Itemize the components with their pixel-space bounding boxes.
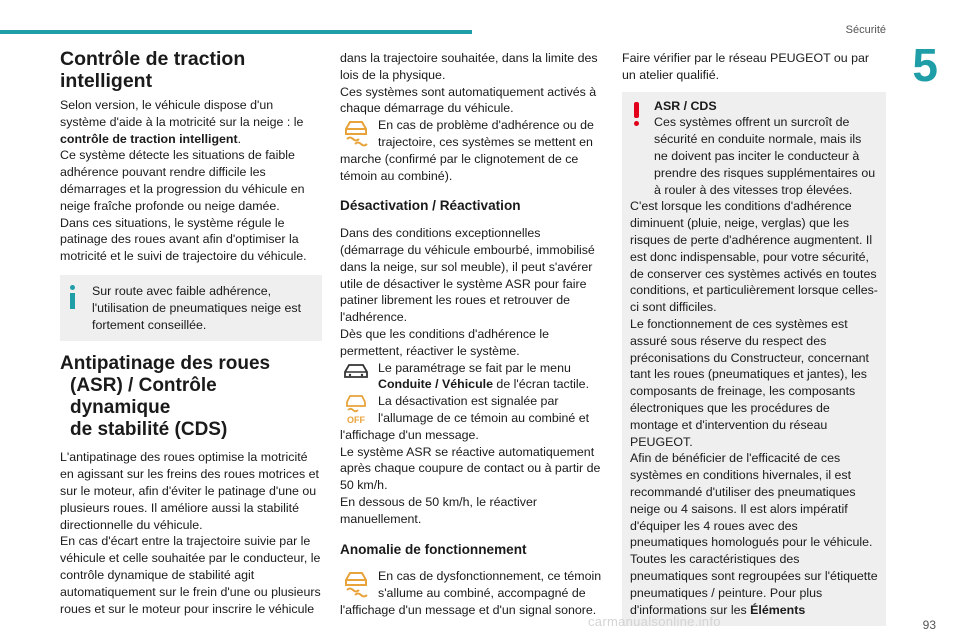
- paragraph: Dans ces situations, le système régule le patinage des roues avant afin d'optimiser la motricité et le suivi de trajectoire du véhicule.: [60, 215, 307, 264]
- warning-text: Toutes les caractéristiques des pneumatiques sont regroupées sur l'étiquette pneumatiques / peinture. Pour plus d'informations sur les Éléments: [630, 552, 878, 617]
- heading-traction-control: Contrôle de traction intelligent: [60, 48, 246, 92]
- watermark: carmanualsonline.info: [588, 614, 721, 629]
- paragraph: Selon version, le véhicule dispose d'un système d'aide à la motricité sur la neige : le contrôle de traction intelligent.: [60, 98, 304, 146]
- asr-off-light-icon: [340, 393, 374, 425]
- warning-box: [622, 92, 886, 627]
- paragraph: Dès que les conditions d'adhérence le permettent, réactiver le système.: [340, 326, 550, 358]
- heading-deactivation: Désactivation / Réactivation: [340, 198, 521, 214]
- stability-warning-light-icon: [340, 568, 374, 600]
- paragraph: Ce système détecte les situations de faible adhérence pouvant rendre difficile les démarrages et la progression du véhicule en neige fraîche profonde ou neige damée.: [60, 148, 305, 213]
- svg-text:OFF: OFF: [347, 415, 365, 426]
- heading-malfunction: Anomalie de fonctionnement: [340, 541, 527, 557]
- warning-text: Le fonctionnement de ces systèmes est assuré sous réserve du respect des préconisations du Constructeur, concernant tant les roues (pneumatiques et jantes), les composants de freinage, les composants électroniques que les procédures de montage et d'intervention du réseau PEUGEOT.: [630, 316, 870, 449]
- heading-asr-cds: Antipatinage des roues (ASR) / Contrôle dynamique de stabilité (CDS): [60, 353, 271, 441]
- menu-paragraph: Le paramétrage se fait par le menu Conduite / Véhicule de l'écran tactile.: [340, 360, 606, 394]
- page-number: 93: [922, 618, 936, 632]
- warning-title: ASR / CDS: [654, 98, 717, 113]
- info-text: Sur route avec faible adhérence, l'utilisation de pneumatiques neige est fortement conseillée.: [92, 283, 302, 332]
- section-title: Sécurité: [845, 24, 886, 36]
- paragraph: Dans des conditions exceptionnelles (démarrage du véhicule embourbé, immobilisé dans la neige, sur sol meuble), il peut s'avérer utile de désactiver le système ASR pour faire patiner librement les roues et retrouver de l'adhérence.: [340, 226, 595, 325]
- header-accent-bar: [0, 30, 472, 34]
- warning-text: C'est lorsque les conditions d'adhérence diminuent (pluie, neige, verglas) que les risques de perte d'adhérence augmentent. Il est donc indispensable, pour votre sécurité, de conserver ces systèmes activés en toutes conditions, et particulièrement lorsque celles-ci sont difficiles.: [630, 199, 878, 315]
- warning-text: Afin de bénéficier de l'efficacité de ces systèmes en conditions hivernales, il est recommandé d'utiliser des pneumatiques neige ou 4 saisons. Il est alors impératif d'équiper les 4 roues avec des pneumatiques homologués pour le véhicule.: [630, 451, 873, 550]
- paragraph: L'antipatinage des roues optimise la motricité en agissant sur les freins des roues motrices et sur le moteur, afin d'éviter le patinage d'une ou plusieurs roues. Il améliore aussi la stabilité directionnelle du véhicule.: [60, 450, 319, 532]
- column-2: [340, 50, 606, 619]
- indicator-paragraph: OFF La désactivation est signalée par l'allumage de ce témoin au combiné et l'affichage d'un message.: [340, 394, 590, 442]
- stability-warning-light-icon: [340, 117, 374, 149]
- column-1: [60, 48, 322, 617]
- warning-text: Ces systèmes offrent un surcroît de sécurité en conduite normale, mais ils ne doivent pas inciter le conducteur à prendre des risques supplémentaires ou à rouler à des vitesses trop élevées.: [654, 115, 876, 197]
- paragraph: En dessous de 50 km/h, le réactiver manuellement.: [340, 494, 537, 526]
- paragraph: Faire vérifier par le réseau PEUGEOT ou par un atelier qualifié.: [622, 51, 869, 82]
- paragraph: Ces systèmes sont automatiquement activés à chaque démarrage du véhicule.: [340, 84, 597, 116]
- column-3: [622, 50, 886, 626]
- indicator-paragraph: En cas de problème d'adhérence ou de trajectoire, ces systèmes se mettent en marche (confirmé par le clignotement de ce témoin au combiné).: [340, 118, 594, 183]
- paragraph: En cas d'écart entre la trajectoire suivie par le véhicule et celle souhaitée par le conducteur, le contrôle dynamique de stabilité agit automatiquement sur le frein d'une ou plusieurs roues et sur le moteur pour inscrire le véhicule: [60, 534, 321, 616]
- paragraph: dans la trajectoire souhaitée, dans la limite des lois de la physique.: [340, 51, 598, 82]
- car-icon: [340, 360, 374, 392]
- chapter-number: 5: [912, 39, 938, 91]
- info-box: [60, 275, 322, 341]
- indicator-paragraph: En cas de dysfonctionnement, ce témoin s'allume au combiné, accompagné de l'affichage d'un message et d'un signal sonore.: [340, 569, 602, 617]
- paragraph: Le système ASR se réactive automatiquement après chaque coupure de contact ou à partir de 50 km/h.: [340, 444, 601, 493]
- warning-exclamation-icon: [634, 102, 639, 126]
- info-icon: [70, 285, 75, 309]
